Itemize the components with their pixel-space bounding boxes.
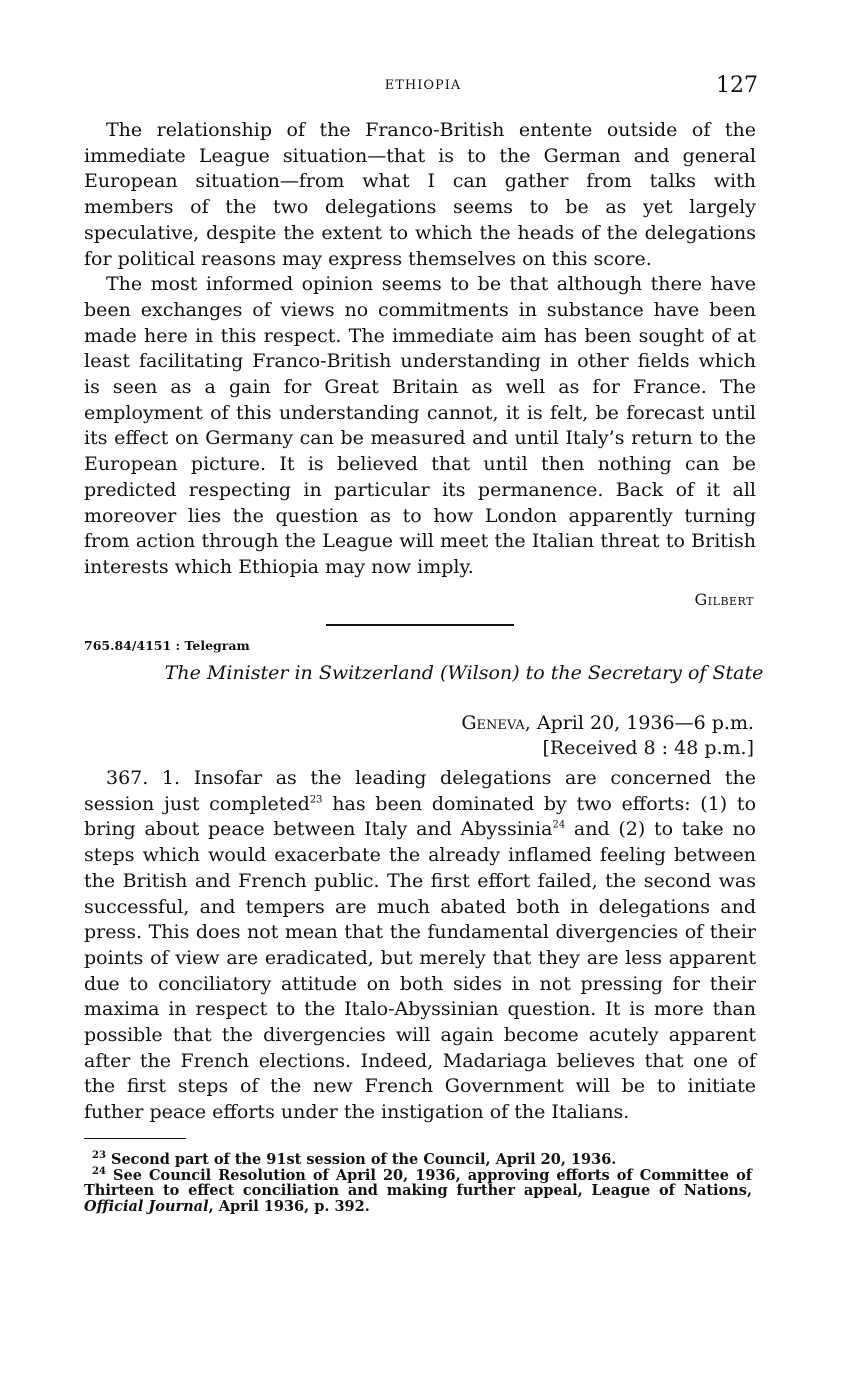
telegram-part-1: 367. 1. Insofar as the leading delegations are concerned the session just completed (84, 767, 756, 815)
received-time: [Received 8 : 48 p.m.] (542, 737, 754, 759)
title-part-1: The Minister in Switzerland (164, 662, 434, 684)
footnote-divider (84, 1138, 186, 1139)
document-title: The Minister in Switzerland (Wilson) to the Secretary of State (164, 662, 764, 684)
telegram-part-3: and (2) to take no steps which would exacerbate the already inflamed feeling between the British and French public. The first effort failed, the second was successful, and tempers are much abated both in delegations and press. This does not mean that the fundamental divergencies of their points of view are eradicated, but merely that they are less apparent due to conciliatory attitude on both sides in not pressing for their maxima in respect to the Italo-Abyssinian question. It is more than possible that the divergencies will again become acutely apparent after the French elections. Indeed, Madariaga believes that one of the first steps of the new French Government will be to initiate futher peace efforts under the instigation of the Italians. (84, 818, 756, 1124)
signature-gilbert: Gilbert (694, 590, 754, 609)
title-name: Wilson (447, 662, 513, 684)
telegram-part-2: has been dominated by two efforts: (1) to bring about peace between Italy and Abyssinia (84, 792, 757, 841)
footnote-ref-23: 23 (309, 794, 323, 806)
page-number: 127 (716, 73, 758, 98)
footnote-23 (84, 1152, 752, 1168)
dateline (461, 712, 754, 734)
footnote-24-mark: 24 (92, 1165, 106, 1177)
footnote-24-end: , April 1936, p. 392. (208, 1197, 370, 1215)
paragraph-2: The most informed opinion seems to be that although there have been exchanges of views no commitments in substance have been made here in this respect. The immediate aim has been sought of at least facilitating Franco-British understanding in other fields which is seen as a gain for Great Britain as well as for France. The employment of this understanding cannot, it is felt, be forecast until its effect on Germany can be measured and until Italy’s return to the European picture. It is believed that until then nothing can be predicted respecting in particular its permanence. Back of it all moreover lies the question as to how London apparently turning from action through the League will meet the Italian threat to British interests which Ethiopia may now imply. (84, 273, 756, 578)
footnote-24-journal: Official Journal (84, 1197, 209, 1215)
dateline-place: Geneva (461, 712, 525, 734)
telegram-body (84, 766, 756, 1126)
paragraph-1: The relationship of the Franco-British entente outside of the immediate League situation—that is to the German and general European situation—from what I can gather from talks with members of the two delegations seems to be as yet largely speculative, despite the extent to which the heads of the delegations for political reasons may express themselves on this score. (84, 119, 756, 270)
dateline-date: , April 20, 1936—6 p.m. (524, 712, 754, 734)
file-reference: 765.84/4151 : Telegram (84, 638, 250, 653)
footnotes (84, 1152, 752, 1214)
footnote-ref-24: 24 (552, 820, 566, 832)
telegram-paragraph (84, 766, 756, 1126)
section-divider (326, 624, 514, 626)
footnote-23-mark: 23 (92, 1150, 106, 1162)
footnote-24-text: See Council Resolution of April 20, 1936, approving efforts of Committee of Thirteen to effect conciliation and making further appeal, League of Nations, (84, 1166, 752, 1199)
footnote-24 (84, 1165, 752, 1215)
footnote-23-text: Second part of the 91st session of the Council, April 20, 1936. (105, 1151, 617, 1168)
opening-paragraphs (84, 118, 756, 581)
running-title: ETHIOPIA (384, 78, 462, 93)
title-part-2: to the Secretary of State (525, 662, 764, 684)
